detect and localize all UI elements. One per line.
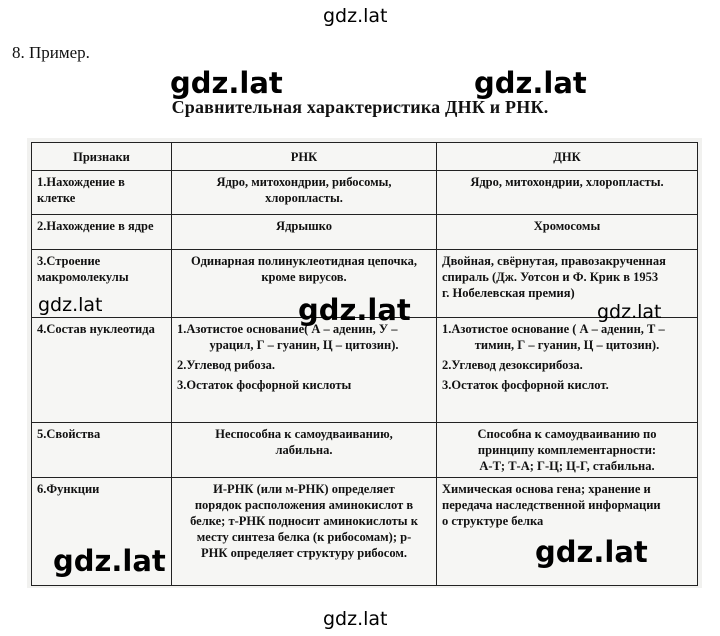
dna-cell-line: Способна к самоудваиванию по: [477, 427, 657, 441]
feature-cell: 5.Свойства: [32, 423, 172, 478]
rna-cell-line: Ядро, митохондрии, рибосомы,: [216, 175, 392, 189]
dna-cell-line: г. Нобелевская премия): [442, 286, 575, 300]
dna-cell-line: тимин, Г – гуанин, Ц – цитозин).: [474, 338, 660, 352]
rna-cell-line: Ядрышко: [276, 219, 332, 233]
watermark-mid-left: gdz.lat: [38, 294, 103, 316]
rna-cell: [172, 171, 437, 215]
rna-cell: [172, 478, 437, 586]
task-label: 8. Пример.: [12, 43, 90, 62]
rna-cell: [172, 318, 437, 423]
dna-cell-line: 2.Углевод дезоксирибоза.: [442, 358, 583, 372]
watermark-title-right: gdz.lat: [474, 66, 587, 100]
dna-cell-line: Химическая основа гена; хранение и: [442, 482, 651, 496]
rna-cell-line: кроме вирусов.: [261, 270, 347, 284]
dna-cell: [437, 423, 698, 478]
rna-cell-line: Одинарная полинуклеотидная цепочка,: [191, 254, 417, 268]
feature-cell: 3.Строение макромолекулы: [32, 250, 172, 318]
rna-cell: [172, 423, 437, 478]
header-dna: ДНК: [437, 143, 698, 171]
rna-cell-line: лабильна.: [275, 443, 333, 457]
comparison-table: [31, 142, 698, 586]
table-row: [32, 171, 698, 215]
watermark-bottom-left: gdz.lat: [53, 544, 166, 578]
dna-cell-line: 3.Остаток фосфорной кислот.: [442, 378, 609, 392]
table-row: [32, 215, 698, 250]
rna-cell-line: месту синтеза белка (к рибосомам); р-: [196, 530, 412, 544]
dna-cell-line: Ядро, митохондрии, хлоропласты.: [470, 175, 664, 189]
rna-cell-line: И-РНК (или м-РНК) определяет: [213, 482, 395, 496]
dna-cell-line: о структуре белка: [442, 514, 544, 528]
rna-cell: [172, 215, 437, 250]
watermark-title-left: gdz.lat: [170, 66, 283, 100]
rna-cell-line: Неспособна к самоудваиванию,: [215, 427, 393, 441]
rna-cell-line: урацил, Г – гуанин, Ц – цитозин).: [209, 338, 399, 352]
table-row: [32, 423, 698, 478]
dna-cell-line: передача наследственной информации: [442, 498, 661, 512]
rna-cell-line: 3.Остаток фосфорной кислоты: [177, 378, 352, 392]
feature-cell: 1.Нахождение в клетке: [32, 171, 172, 215]
rna-cell-line: 2.Углевод рибоза.: [177, 358, 276, 372]
rna-cell-line: порядок расположения аминокислот в: [194, 498, 414, 512]
header-feature: Признаки: [32, 143, 172, 171]
table-title: Сравнительная характеристика ДНК и РНК.: [171, 97, 549, 117]
watermark-mid-right: gdz.lat: [597, 301, 662, 323]
dna-cell-line: спираль (Дж. Уотсон и Ф. Крик в 1953: [442, 270, 659, 284]
watermark-mid-center: gdz.lat: [298, 293, 411, 327]
rna-cell-line: белке; т-РНК подносит аминокислоты к: [190, 514, 418, 528]
feature-cell: 4.Состав нуклеотида: [32, 318, 172, 423]
feature-cell: 2.Нахождение в ядре: [32, 215, 172, 250]
dna-cell: [437, 318, 698, 423]
header-rna: РНК: [172, 143, 437, 171]
dna-cell-line: Хромосомы: [533, 219, 601, 233]
dna-cell: [437, 171, 698, 215]
dna-cell-line: Двойная, свёрнутая, правозакрученная: [442, 254, 666, 268]
watermark-bottom-right: gdz.lat: [535, 535, 648, 569]
rna-cell-line: хлоропласты.: [265, 191, 343, 205]
dna-cell-line: принципу комплементарности:: [477, 443, 657, 457]
table-row: [32, 318, 698, 423]
dna-cell-line: 1.Азотистое основание ( А – аденин, Т –: [442, 322, 665, 336]
rna-cell-line: РНК определяет структуру рибосом.: [201, 546, 407, 560]
feature-cell: 6.Функции: [32, 478, 172, 586]
dna-cell: [437, 478, 698, 586]
dna-cell-line: А-Т; Т-А; Г-Ц; Ц-Г, стабильна.: [479, 459, 655, 473]
dna-cell: [437, 215, 698, 250]
rna-cell-line: 1.Азотистое основание( А – аденин, У –: [177, 322, 398, 336]
table-header-row: [32, 143, 698, 171]
watermark-footer: gdz.lat: [323, 608, 388, 630]
watermark-top: gdz.lat: [323, 5, 388, 27]
